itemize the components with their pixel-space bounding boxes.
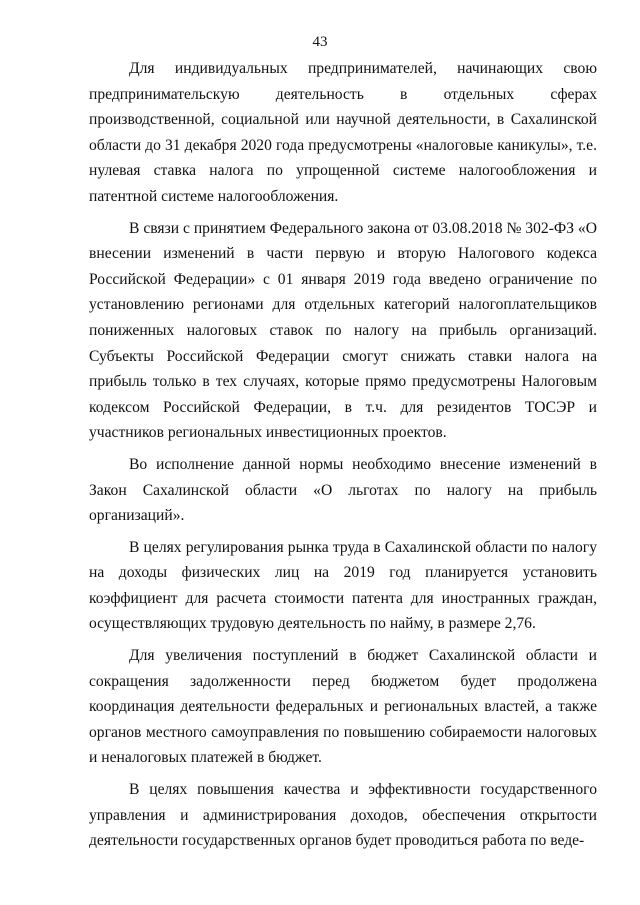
paragraph-budget-revenue: Для увеличения поступлений в бюджет Сахалинской области и сокращения задолженности перед бюджетом будет продолжена координация деятельности федеральных и региональных властей, а также органов местного самоуправления по повышению собираемости налоговых и неналоговых платежей в бюджет.	[89, 647, 597, 767]
page-number: 43	[312, 34, 328, 50]
paragraph-federal-law: В связи с принятием Федерального закона от 03.08.2018 № 302-ФЗ «О внесении изменений в части первую и вторую Налогового кодекса Российской Федерации» с 01 января 2019 года введено ограничение по установлению регионами для отдельных категорий налогоплательщиков пониженных налоговых ставок по налогу на прибыль организаций. Субъекты Российской Федерации смогут снижать ставки налога на прибыль только в тех случаях, которые прямо предусмотрены Налоговым кодексом Российской Федерации, в т.ч. для резидентов ТОСЭР и участников региональных инвестиционных проектов.	[89, 219, 597, 442]
paragraph-tax-holidays: Для индивидуальных предпринимателей, начинающих свою предпринимательскую деятельность в отдельных сферах производственной, социальной или научной деятельности, в Сахалинской области до 31 декабря 2020 года предусмотрены «налоговые каникулы», т.е. нулевая ставка налога по упрощенной системе налогообложения и патентной системе налогообложения.	[89, 60, 597, 205]
document-body	[89, 56, 597, 860]
paragraph-regional-law: Во исполнение данной нормы необходимо внесение изменений в Закон Сахалинской области «О льготах по налогу на прибыль организаций».	[89, 455, 597, 525]
paragraph-patent-coefficient: В целях регулирования рынка труда в Сахалинской области по налогу на доходы физических лиц на 2019 год планируется установить коэффициент для расчета стоимости патента для иностранных граждан, осуществляющих трудовую деятельность по найму, в размере 2,76.	[89, 538, 597, 633]
paragraph-governance: В целях повышения качества и эффективности государственного управления и администрирования доходов, обеспечения открытости деятельности государственных органов будет проводиться работа по веде-	[89, 781, 597, 850]
